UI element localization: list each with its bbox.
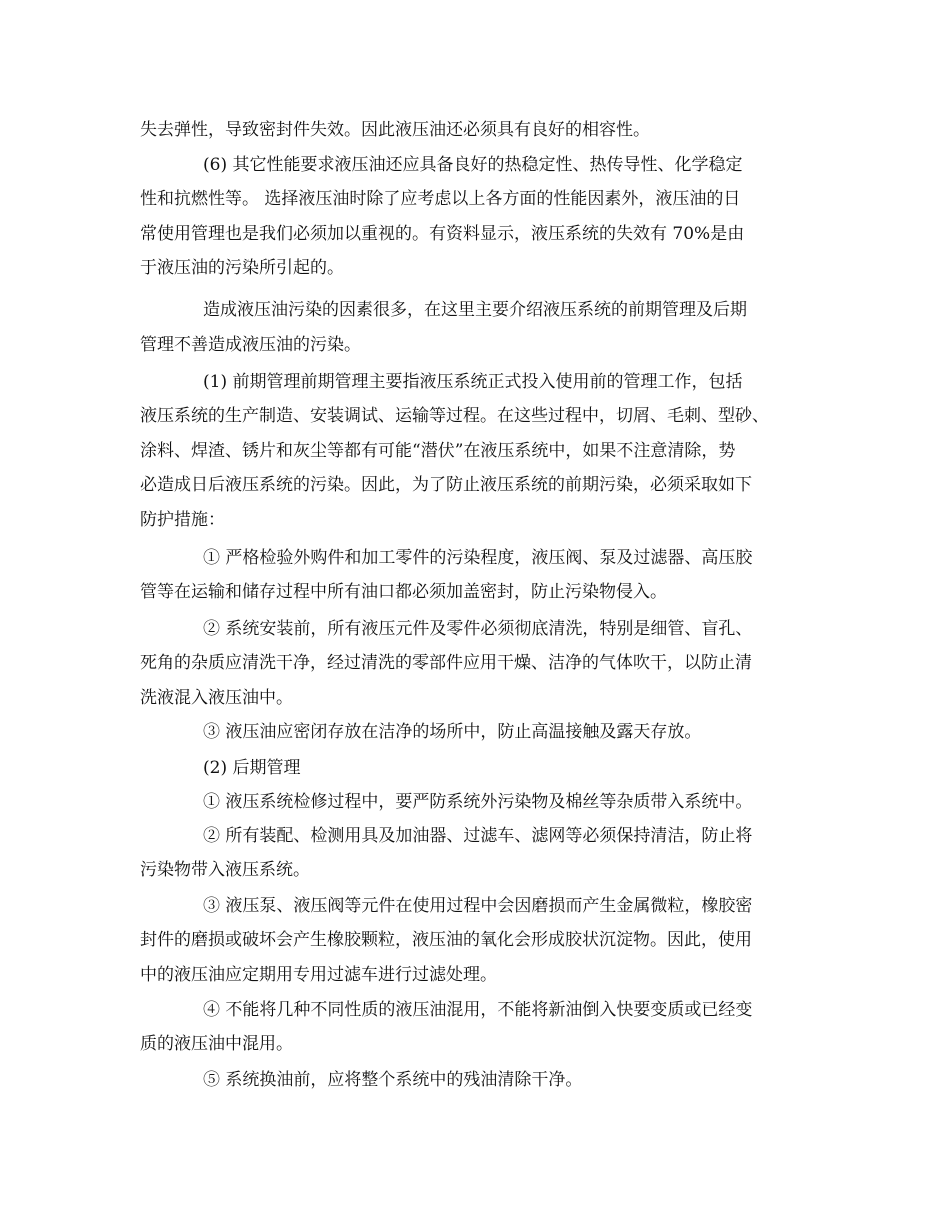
text-line: 失去弹性，导致密封件失效。因此液压油还必须具有良好的相容性。: [140, 120, 650, 140]
text-line: 涂料、焊渣、锈片和灰尘等都有可能“潜伏”在液压系统中，如果不注意清除，势: [140, 441, 736, 461]
text-line: ③ 液压泵、液压阀等元件在使用过程中会因磨损而产生金属微粒，橡胶密: [203, 896, 753, 916]
text-line: 性和抗燃性等。 选择液压油时除了应考虑以上各方面的性能因素外，液压油的日: [140, 189, 741, 209]
text-line: 于液压油的污染所引起的。: [140, 258, 344, 278]
text-line: (6) 其它性能要求液压油还应具备良好的热稳定性、热传导性、化学稳定: [203, 155, 743, 175]
text-line: 质的液压油中混用。: [140, 1034, 293, 1054]
text-line: ② 所有装配、检测用具及加油器、过滤车、滤网等必须保持清洁，防止将: [203, 826, 753, 846]
text-line: 管等在运输和储存过程中所有油口都必须加盖密封，防止污染物侵入。: [140, 582, 667, 602]
text-line: ① 严格检验外购件和加工零件的污染程度，液压阀、泵及过滤器、高压胶: [203, 548, 753, 568]
text-line: 常使用管理也是我们必须加以重视的。有资料显示，液压系统的失效有 70%是由: [140, 224, 745, 244]
text-line: 洗液混入液压油中。: [140, 688, 293, 708]
text-line: (1) 前期管理前期管理主要指液压系统正式投入使用前的管理工作，包括: [203, 372, 743, 392]
text-line: 死角的杂质应清洗干净，经过清洗的零部件应用干燥、洁净的气体吹干，以防止清: [140, 653, 752, 673]
text-line: 造成液压油污染的因素很多，在这里主要介绍液压系统的前期管理及后期: [203, 300, 747, 320]
text-line: ② 系统安装前，所有液压元件及零件必须彻底清洗，特别是细管、盲孔、: [203, 619, 753, 639]
text-line: ④ 不能将几种不同性质的液压油混用，不能将新油倒入快要变质或已经变: [203, 1000, 753, 1020]
text-line: 中的液压油应定期用专用过滤车进行过滤处理。: [140, 965, 497, 985]
text-line: ⑤ 系统换油前，应将整个系统中的残油清除干净。: [203, 1070, 583, 1090]
text-line: 管理不善造成液压油的污染。: [140, 335, 361, 355]
text-line: (2) 后期管理: [203, 758, 301, 778]
text-line: 液压系统的生产制造、安装调试、运输等过程。在这些过程中，切屑、毛刺、型砂、: [140, 406, 769, 426]
text-line: ① 液压系统检修过程中，要严防系统外污染物及棉丝等杂质带入系统中。: [203, 792, 753, 812]
text-line: ③ 液压油应密闭存放在洁净的场所中，防止高温接触及露天存放。: [203, 722, 702, 742]
text-line: 防护措施：: [140, 510, 225, 530]
text-line: 必造成日后液压系统的污染。因此，为了防止液压系统的前期污染，必须采取如下: [140, 475, 752, 495]
text-line: 污染物带入液压系统。: [140, 860, 310, 880]
text-line: 封件的磨损或破坏会产生橡胶颗粒，液压油的氧化会形成胶状沉淀物。因此，使用: [140, 930, 752, 950]
